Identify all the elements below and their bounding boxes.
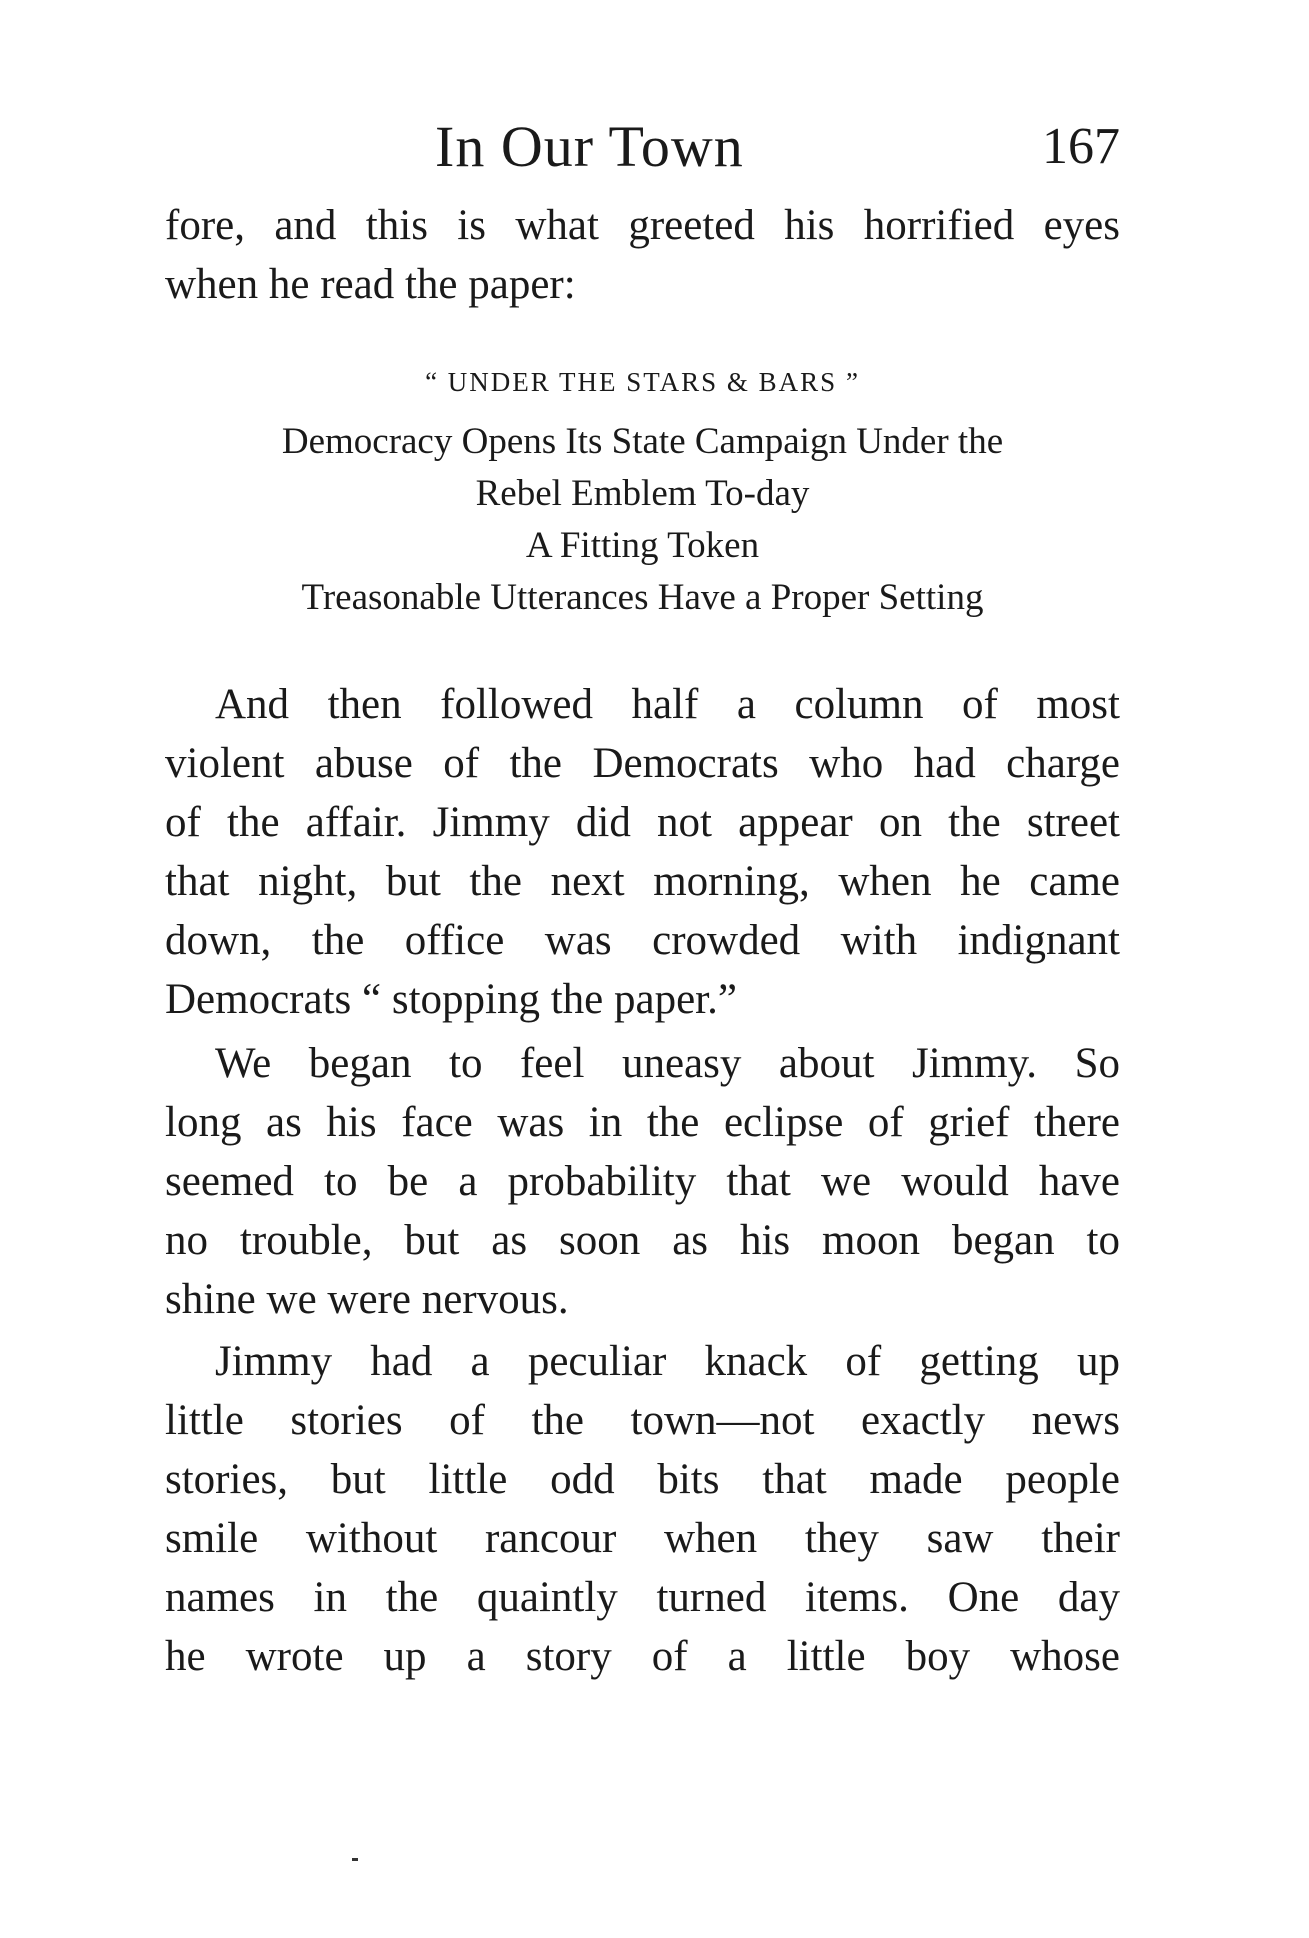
paragraph-3: [165, 1332, 1120, 1686]
text-line: little stories of the town—not exactly news: [165, 1397, 1120, 1444]
text-line: seemed to be a probability that we would have: [165, 1158, 1120, 1205]
text-line: of the affair. Jimmy did not appear on the street: [165, 799, 1120, 846]
paragraph-2: [165, 1034, 1120, 1329]
text-line: fore, and this is what greeted his horrified eyes: [165, 202, 1120, 249]
running-head: [165, 112, 1120, 182]
text-line: down, the office was crowded with indignant: [165, 917, 1120, 964]
page-number: 167: [1042, 118, 1120, 175]
text-line: shine we were nervous.: [165, 1276, 569, 1323]
text-line: smile without rancour when they saw their: [165, 1515, 1120, 1562]
text-line: Jimmy had a peculiar knack of getting up: [215, 1338, 1120, 1385]
headline-line: Treasonable Utterances Have a Proper Setting: [301, 577, 984, 618]
text-line: And then followed half a column of most: [215, 681, 1120, 728]
text-line: that night, but the next morning, when he came: [165, 858, 1120, 905]
headline-line: Rebel Emblem To-day: [475, 473, 810, 514]
text-line: names in the quaintly turned items. One day: [165, 1574, 1120, 1621]
text-line: when he read the paper:: [165, 261, 576, 308]
text-line: no trouble, but as soon as his moon began to: [165, 1217, 1120, 1264]
headline-line: Democracy Opens Its State Campaign Under the: [281, 421, 1004, 462]
text-line: Democrats “ stopping the paper.”: [165, 976, 737, 1023]
running-title: In Our Town: [435, 114, 744, 179]
paragraph-1: [165, 675, 1120, 1029]
text-line: he wrote up a story of a little boy whose: [165, 1633, 1120, 1680]
text-line: stories, but little odd bits that made people: [165, 1456, 1120, 1503]
ink-speck: [352, 1858, 358, 1861]
newspaper-headline: [165, 356, 1120, 624]
text-line: violent abuse of the Democrats who had charge: [165, 740, 1120, 787]
text-line: long as his face was in the eclipse of grief there: [165, 1099, 1120, 1146]
text-line: We began to feel uneasy about Jimmy. So: [215, 1040, 1120, 1087]
headline-banner: “ UNDER THE STARS & BARS ”: [425, 367, 860, 397]
intro-paragraph: [165, 196, 1120, 314]
headline-line: A Fitting Token: [525, 525, 760, 566]
